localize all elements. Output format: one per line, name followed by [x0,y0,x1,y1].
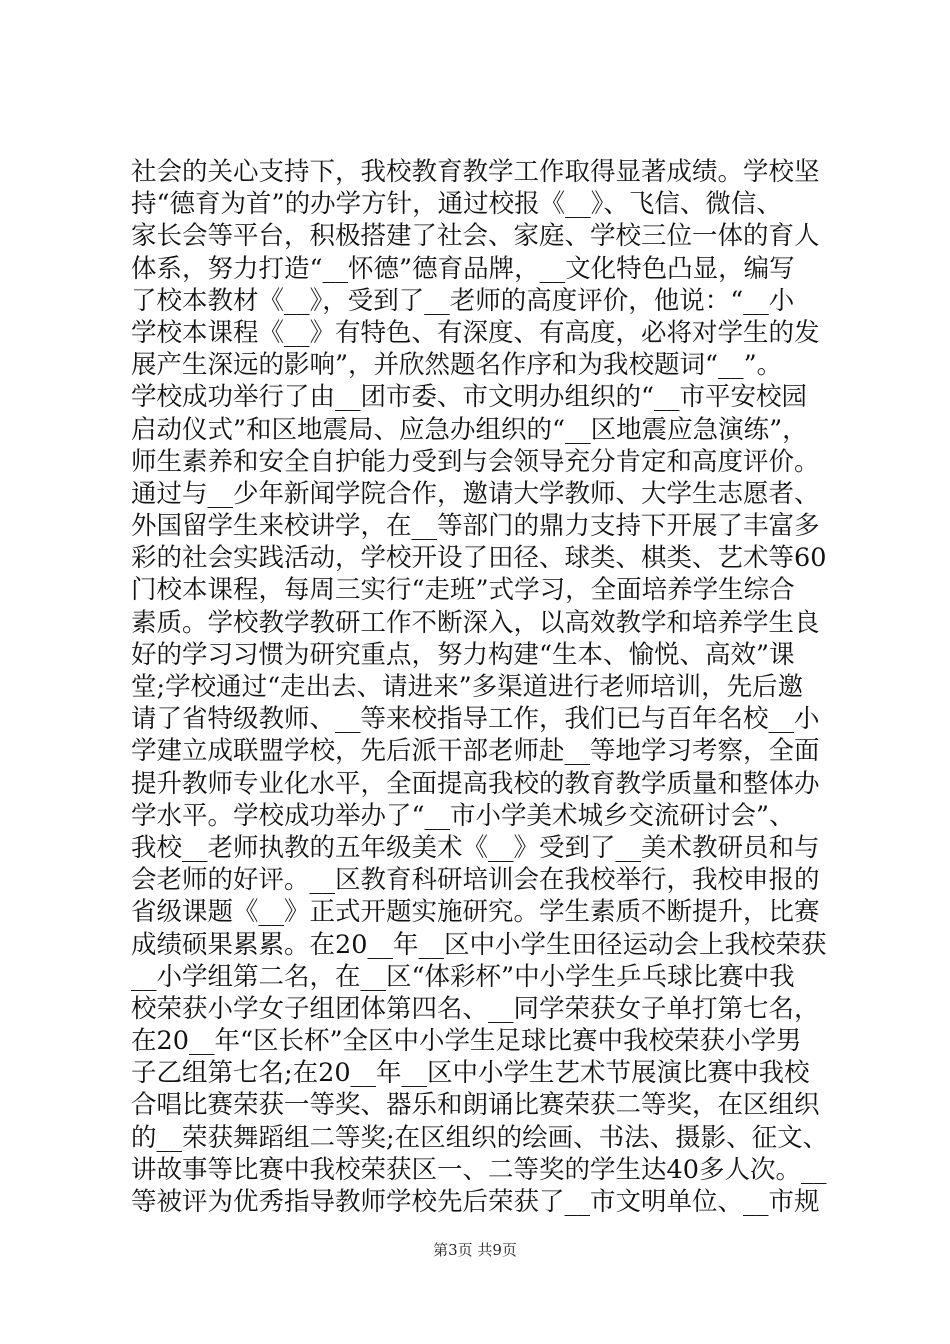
text-line: 请了省特级教师、__等来校指导工作，我们已与百年名校__小 [131,704,820,735]
text-line: 会老师的好评。__区教育科研培训会在我校举行，我校申报的 [131,865,820,896]
text-line: 学校本课程《__》有特色、有深度、有高度，必将对学生的发 [131,317,820,348]
text-line: 展产生深远的影响”，并欣然题名作序和为我校题词“__”。 [131,350,783,381]
page-footer: 第3页 共9页 [433,1241,517,1259]
text-line: 讲故事等比赛中我校荣获区一、二等奖的学生达40多人次。__ [131,1154,827,1185]
text-line: 的__荣获舞蹈组二等奖;在区组织的绘画、书法、摄影、征文、 [131,1122,829,1153]
text-line: 我校__老师执教的五年级美术《__》受到了__美术教研员和与 [131,832,820,863]
text-line: 家长会等平台，积极搭建了社会、家庭、学校三位一体的育人 [131,221,820,252]
text-line: 通过与__少年新闻学院合作，邀请大学教师、大学生志愿者、 [131,478,820,509]
text-line: 好的学习习惯为研究重点，努力构建“生本、愉悦、高效”课 [131,639,795,670]
text-line: 在20__年“区长杯”全区中小学生足球比赛中我校荣获小学男 [131,1026,802,1057]
text-line: 学校成功举行了由__团市委、市文明办组织的“__市平安校园 [131,382,808,413]
text-line: 体系，努力打造“__怀德”德育品牌，__文化特色凸显，编写 [131,253,795,284]
text-line: 等被评为优秀指导教师学校先后荣获了__市文明单位、__市规 [131,1187,820,1217]
text-line: 堂;学校通过“走出去、请进来”多渠道进行老师培训，先后邀 [131,672,804,702]
text-line: 持“德育为首”的办学方针，通过校报《__》、飞信、微信、 [131,189,782,220]
text-line: 师生素养和安全自护能力受到与会领导充分肯定和高度评价。 [131,446,820,477]
text-line: 学建立成联盟学校，先后派干部老师赴__等地学习考察，全面 [131,736,820,767]
text-line: 提升教师专业化水平，全面提高我校的教育教学质量和整体办 [131,768,820,799]
text-line: 门校本课程，每周三实行“走班”式学习，全面培养学生综合 [131,575,795,606]
text-line: 成绩硕果累累。在20__年__区中小学生田径运动会上我校荣获 [131,929,827,960]
text-line: 社会的关心支持下，我校教育教学工作取得显著成绩。学校坚 [131,157,820,187]
text-line: 了校本教材《__》，受到了__老师的高度评价，他说：“__小 [131,285,795,316]
text-line: 启动仪式”和区地震局、应急办组织的“__区地震应急演练”， [131,414,808,445]
text-line: 学水平。学校成功举办了“__市小学美术城乡交流研讨会”、 [131,800,795,831]
text-line: 合唱比赛荣获一等奖、器乐和朗诵比赛荣获二等奖，在区组织 [131,1090,820,1121]
text-line: 省级课题《__》正式开题实施研究。学生素质不断提升，比赛 [131,897,820,928]
text-line: __小学组第二名，在__区“体彩杯”中小学生乒乓球比赛中我 [131,961,795,992]
text-line: 素质。学校教学教研工作不断深入，以高效教学和培养学生良 [131,607,820,638]
text-line: 外国留学生来校讲学，在__等部门的鼎力支持下开展了丰富多 [131,511,820,542]
body-text [131,156,831,1218]
text-line: 彩的社会实践活动，学校开设了田径、球类、棋类、艺术等60 [131,543,827,574]
text-line: 校荣获小学女子组团体第四名、__同学荣获女子单打第七名， [131,993,820,1024]
text-line: 子乙组第七名;在20__年__区中小学生艺术节展演比赛中我校 [131,1058,810,1089]
